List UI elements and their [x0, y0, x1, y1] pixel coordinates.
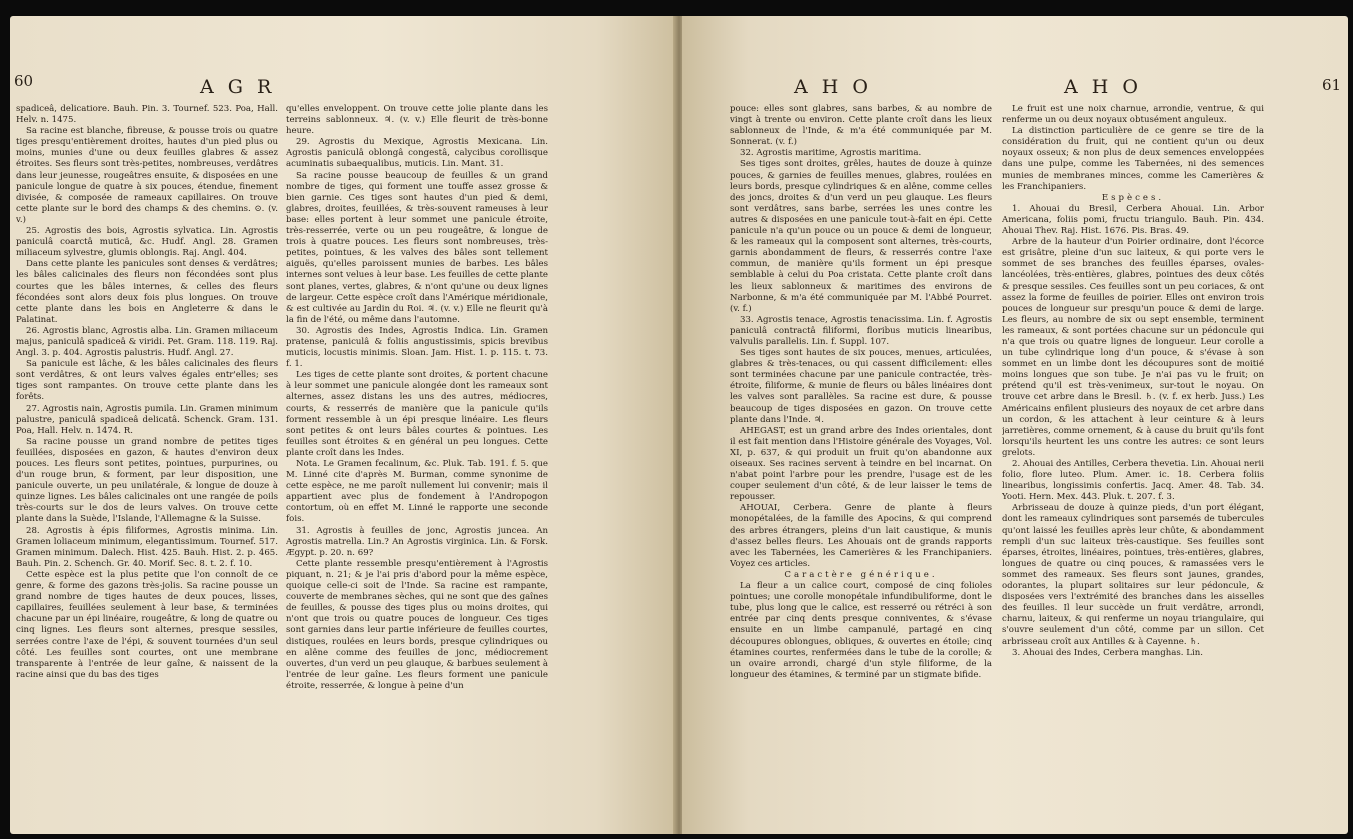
- paragraph: La distinction particulière de ce genre se tire de la considération du fruit, qui ne contient qu'un ou deux noyaux osseux; & non plus de deux semences enveloppées dans une pulpe, comme les Tabernées, ni des semences munies de membranes minces, comme les Camerières & les Franchipaniers.: [1002, 126, 1264, 192]
- section-heading: Espèces.: [1101, 192, 1165, 203]
- paragraph: 32. Agrostis maritime, Agrostis maritima.: [740, 148, 922, 159]
- paragraph: 25. Agrostis des bois, Agrostis sylvatica. Lin. Agrostis paniculâ coarctâ muticâ, &c. Hudf. Angl. 28. Gramen miliaceum sylvestre, glumis oblongis. Raj. Angl. 404.: [16, 226, 278, 259]
- paragraph: Arbre de la hauteur d'un Poirier ordinaire, dont l'écorce est grisâtre, pleine d'un suc laiteux, & qui porte vers le sommet de ses branches des feuilles éparses, ovales-lancéolées, très-entières, glabres, pointues des deux côtés & presque sessiles. Ces feuilles sont un peu coriaces, & ont assez la forme de feuilles de poirier. Elles ont environ trois pouces de longueur sur presqu'un pouce & demi de large. Les fleurs, au nombre de six ou sept ensemble, terminent les rameaux, & sont portées chacune sur un pédoncule qui n'a que trois ou quatre lignes de longueur. Leur corolle a un tube cylindrique long d'un pouce, & s'évase à son sommet en un limbe dont les découpures sont de moitié moins longues que son tube. Je n'ai pas vu le fruit; on prétend qu'il est très-venimeux, sur-tout le noyau. On trouve cet arbre dans le Bresil. ♄. (v. f. ex herb. Juss.) Les Américains enfilent plusieurs des noyaux de cet arbre dans un cordon, & les attachent à leur ceinture & à leurs jarretières, comme ornement, & à cause du bruit qu'ils font lorsqu'ils heurtent les uns contre les autres: ce sont leurs grelots.: [1002, 237, 1264, 458]
- paragraph: 30. Agrostis des Indes, Agrostis Indica. Lin. Gramen pratense, paniculâ & foliis angustissimis, spicis brevibus muticis, locustis minimis. Sloan. Jam. Hist. 1. p. 115. t. 73. f. 1.: [286, 325, 548, 370]
- paragraph: Le fruit est une noix charnue, arrondie, ventrue, & qui renferme un ou deux noyaux obtusément anguleux.: [1002, 104, 1264, 126]
- paragraph: Ses tiges sont droites, grêles, hautes de douze à quinze pouces, & garnies de feuilles menues, glabres, roulées en leurs bords, presque cylindriques & en alêne, comme celles des joncs, droites & d'un verd un peu glauque. Les fleurs sont verdâtres, sans barbe, serrées les unes contre les autres & disposées en une panicule tout-à-fait en épi. Cette panicule n'a qu'un pouce ou un pouce & demi de longueur, & les rameaux qui la composent sont alternes, très-courts, garnis abondamment de fleurs, & resserrés contre l'axe commun, de manière qu'ils forment un épi presque semblable à celui du Poa cristata. Cette plante croît dans les lieux sablonneux & maritimes des environs de Narbonne, & m'a été communiquée par M. l'Abbé Pourret. (v. f.): [730, 159, 992, 314]
- paragraph: Ses tiges sont hautes de six pouces, menues, articulées, glabres & très-tenaces, ou qui cassent difficilement: elles sont terminées chacune par une panicule contractée, très-étroite, filiforme, & munie de fleurs ou bâles linéaires dont les valves sont parallèles. Sa racine est dure, & pousse beaucoup de tiges disposées en gazon. On trouve cette plante dans l'Inde. ♃.: [730, 348, 992, 425]
- paragraph: 3. Ahouai des Indes, Cerbera manghas. Lin.: [1012, 647, 1203, 658]
- paragraph: 33. Agrostis tenace, Agrostis tenacissima. Lin. f. Agrostis paniculâ contractâ filiformi, floribus muticis linearibus, valvulis parallelis. Lin. f. Suppl. 107.: [730, 314, 992, 347]
- left-page-number: 60: [14, 72, 34, 90]
- paragraph: AHEGAST, est un grand arbre des Indes orientales, dont il est fait mention dans l'Histoire générale des Voyages, Vol. XI, p. 637, & qui produit un fruit qu'on abandonne aux oiseaux. Ses racines servent à teindre en bel incarnat. On n'abat point l'arbre pour les prendre, l'usage est de les couper seulement d'un côté, & de leur laisser le tems de repousser.: [730, 425, 992, 503]
- paragraph: Cette espèce est la plus petite que l'on connoît de ce genre, & forme des gazons très-jolis. Sa racine pousse un grand nombre de tiges hautes de deux pouces, lisses, capillaires, feuillées seulement à leur base, & terminées chacune par un épi linéaire, rougeâtre, & long de quatre ou cinq lignes. Les fleurs sont alternes, presque sessiles, serrées contre l'axe de l'épi, & souvent tournées d'un seul côté. Les feuilles sont courtes, ont une membrane transparente à l'entrée de leur gaîne, & naissent de la racine ainsi que du bas des tiges: [16, 569, 278, 680]
- paragraph: Les tiges de cette plante sont droites, & portent chacune à leur sommet une panicule alongée dont les rameaux sont alternes, assez distans les uns des autres, médiocres, courts, & resserrés de manière que la panicule qu'ils forment ressemble à un épi presque linéaire. Les fleurs sont petites & ont leurs bâles courtes & pointues. Les feuilles sont étroites & en général un peu longues. Cette plante croît dans les Indes.: [286, 370, 548, 458]
- paragraph: 27. Agrostis nain, Agrostis pumila. Lin. Gramen minimum palustre, paniculâ spadiceâ delicatâ. Schenck. Gram. 131. Poa, Hall. Helv. n. 1474. R.: [16, 403, 278, 436]
- paragraph: 31. Agrostis à feuilles de jonc, Agrostis juncea. An Agrostis matrella. Lin.? An Agrostis virginica. Lin. & Forsk. Ægypt. p. 20. n. 69?: [286, 525, 548, 558]
- left-page: [10, 16, 676, 834]
- paragraph: 26. Agrostis blanc, Agrostis alba. Lin. Gramen miliaceum majus, paniculâ spadiceâ & viridi. Pet. Gram. 118. 119. Raj. Angl. 3. p. 404. Agrostis palustris. Hudf. Angl. 27.: [16, 325, 278, 359]
- right-page-number: 61: [1322, 76, 1342, 94]
- paragraph: Sa racine pousse beaucoup de feuilles & un grand nombre de tiges, qui forment une touffe assez grosse & bien garnie. Ces tiges sont hautes d'un pied & demi, glabres, droites, feuillées, & très-souvent rameuses à leur base: elles portent à leur sommet une panicule étroite, très-resserrée, verte ou un peu rougeâtre, & longue de trois à quatre pouces. Les fleurs sont nombreuses, très-petites, pointues, & les valves des bâles sont tellement aiguës, qu'elles paroissent munies de barbes. Les bâles internes sont velues à leur base. Les feuilles de cette plante sont planes, vertes, glabres, & n'ont qu'une ou deux lignes de largeur. Cette espèce croît dans l'Amérique méridionale, & est cultivée au Jardin du Roi. ♃. (v. v.) Elle ne fleurit qu'à la fin de l'été, ou même dans l'automne.: [286, 170, 548, 325]
- open-book: [10, 16, 1348, 834]
- right-column-2: [1002, 104, 1264, 826]
- right-running-head-2: A H O: [1064, 76, 1142, 98]
- paragraph: Cette plante ressemble presqu'entièrement à l'Agrostis piquant, n. 21; & je l'ai pris d'abord pour la même espèce, quoique celle-ci soit de l'Inde. Sa racine est rampante, couverte de membranes sèches, qui ne sont que des gaînes de feuilles, & pousse des tiges plus ou moins droites, qui n'ont que trois ou quatre pouces de longueur. Ces tiges sont garnies dans leur partie inférieure de feuilles courtes, distiques, roulées en leurs bords, presque cylindriques ou en alêne comme des feuilles de jonc, médiocrement ouvertes, d'un verd un peu glauque, & barbues seulement à l'entrée de leur gaîne. Les fleurs forment une panicule étroite, resserrée, & longue à peine d'un: [286, 558, 548, 691]
- paragraph: spadiceâ, delicatiore. Bauh. Pin. 3. Tournef. 523. Poa, Hall. Helv. n. 1475.: [16, 104, 278, 126]
- paragraph: Dans cette plante les panicules sont denses & verdâtres; les bâles calicinales des fleurs non fécondées sont plus courtes que les bâles internes, & celles des fleurs fécondées sont alors deux fois plus longues. On trouve cette plante dans les bois en Angleterre & dans le Palatinat.: [16, 259, 278, 325]
- paragraph: 28. Agrostis à épis filiformes, Agrostis minima. Lin. Gramen loliaceum minimum, elegantissimum. Tournef. 517. Gramen minimum. Dalech. Hist. 425. Bauh. Hist. 2. p. 465. Bauh. Pin. 2. Schench. Gr. 40. Morif. Sec. 8. t. 2. f. 10.: [16, 525, 278, 569]
- paragraph: 1. Ahouai du Bresil, Cerbera Ahouai. Lin. Arbor Americana, foliis pomi, fructu triangulo. Bauh. Pin. 434. Ahouai Thev. Raj. Hist. 1676. Pis. Bras. 49.: [1002, 203, 1264, 237]
- paragraph: Nota. Le Gramen fecalinum, &c. Pluk. Tab. 191. f. 5. que M. Linné cite d'après M. Burman, comme synonime de cette espèce, ne me paroît nullement lui convenir; mais il appartient avec plus de fondement à l'Andropogon contortum, où en effet M. Linné le rapporte une seconde fois.: [286, 459, 548, 525]
- paragraph: Sa panicule est lâche, & les bâles calicinales des fleurs sont verdâtres, & ont leurs valves égales entr'elles; ses tiges sont rampantes. On trouve cette plante dans les forêts.: [16, 359, 278, 403]
- left-column-2: [286, 104, 548, 826]
- left-column-1: [16, 104, 278, 826]
- paragraph: Sa racine est blanche, fibreuse, & pousse trois ou quatre tiges presqu'entièrement droites, hautes d'un pied plus ou moins, munies d'une ou deux feuilles glabres & assez étroites. Ses fleurs sont très-petites, nombreuses, verdâtres dans leur jeunesse, rougeâtres ensuite, & disposées en une panicule longue de quatre à six pouces, étendue, finement divisée, & composée de rameaux capillaires. On trouve cette plante sur le bord des champs & des chemins. ⊙. (v. v.): [16, 126, 278, 225]
- paragraph: qu'elles enveloppent. On trouve cette jolie plante dans les terreins sablonneux. ♃. (v. v.) Elle fleurit de très-bonne heure.: [286, 104, 548, 137]
- paragraph: 2. Ahouai des Antilles, Cerbera thevetia. Lin. Ahouai nerii folio, flore luteo. Plum. Amer. ic. 18. Cerbera foliis linearibus, longissimis confertis. Jacq. Amer. 48. Tab. 34. Yooti. Hern. Mex. 443. Pluk. t. 207. f. 3.: [1002, 459, 1264, 503]
- right-column-1: [730, 104, 992, 826]
- right-page: [682, 16, 1348, 834]
- paragraph: La fleur a un calice court, composé de cinq folioles pointues; une corolle monopétale infundibuliforme, dont le tube, plus long que le calice, est resserré ou rétréci à son entrée par cinq dents presque conniventes, & s'évase ensuite en un limbe campanulé, partagé en cinq découpures oblongues, obliques, & ouvertes en étoile; cinq étamines courtes, renfermées dans le tube de la corolle; & un ovaire arrondi, chargé d'un style filiforme, de la longueur des étamines, & terminé par un stigmate bifide.: [730, 581, 992, 680]
- section-heading: Caractère générique.: [784, 569, 938, 580]
- paragraph: Sa racine pousse un grand nombre de petites tiges feuillées, disposées en gazon, & hautes d'environ deux pouces. Les fleurs sont petites, pointues, purpurines, ou d'un rouge brun, & forment, par leur disposition, une panicule ouverte, un peu unilatérale, & longue de douze à quinze lignes. Les bâles calicinales ont une rangée de poils très-courts sur le dos de leurs valves. On trouve cette plante dans la Suède, l'Islande, l'Allemagne & la Suisse.: [16, 436, 278, 525]
- paragraph: pouce: elles sont glabres, sans barbes, & au nombre de vingt à trente ou environ. Cette plante croît dans les lieux sablonneux de l'Inde, & m'a été communiquée par M. Sonnerat. (v. f.): [730, 104, 992, 148]
- right-running-head-1: A H O: [794, 76, 872, 98]
- paragraph: AHOUAI, Cerbera. Genre de plante à fleurs monopétalées, de la famille des Apocins, & qui comprend des arbres étrangers, pleins d'un lait caustique, & munis d'assez belles fleurs. Les Ahouais ont de grands rapports avec les Tabernées, les Camerières & les Franchipaniers. Voyez ces articles.: [730, 503, 992, 569]
- paragraph: 29. Agrostis du Mexique, Agrostis Mexicana. Lin. Agrostis paniculâ oblongâ congestâ, calycibus corollisque acuminatis subaequalibus, muticis. Lin. Mant. 31.: [286, 137, 548, 170]
- paragraph: Arbrisseau de douze à quinze pieds, d'un port élégant, dont les rameaux cylindriques sont parsemés de tubercules qu'ont laissé les feuilles après leur chûte, & abondamment rempli d'un suc laiteux très-caustique. Ses feuilles sont éparses, étroites, linéaires, pointues, très-entières, glabres, longues de quatre ou cinq pouces, & ramassées vers le sommet des rameaux. Ses fleurs sont jaunes, grandes, odorantes, la plupart solitaires sur leur pédoncule, & disposées vers l'extrémité des branches dans les aisselles des feuilles. Il leur succède un fruit verdâtre, arrondi, charnu, laiteux, & qui renferme un noyau triangulaire, qui s'ouvre seulement d'un côté, comme par un sillon. Cet arbrisseau croît aux Antilles & à Cayenne. ♄.: [1002, 503, 1264, 647]
- left-running-head: A G R: [200, 76, 276, 98]
